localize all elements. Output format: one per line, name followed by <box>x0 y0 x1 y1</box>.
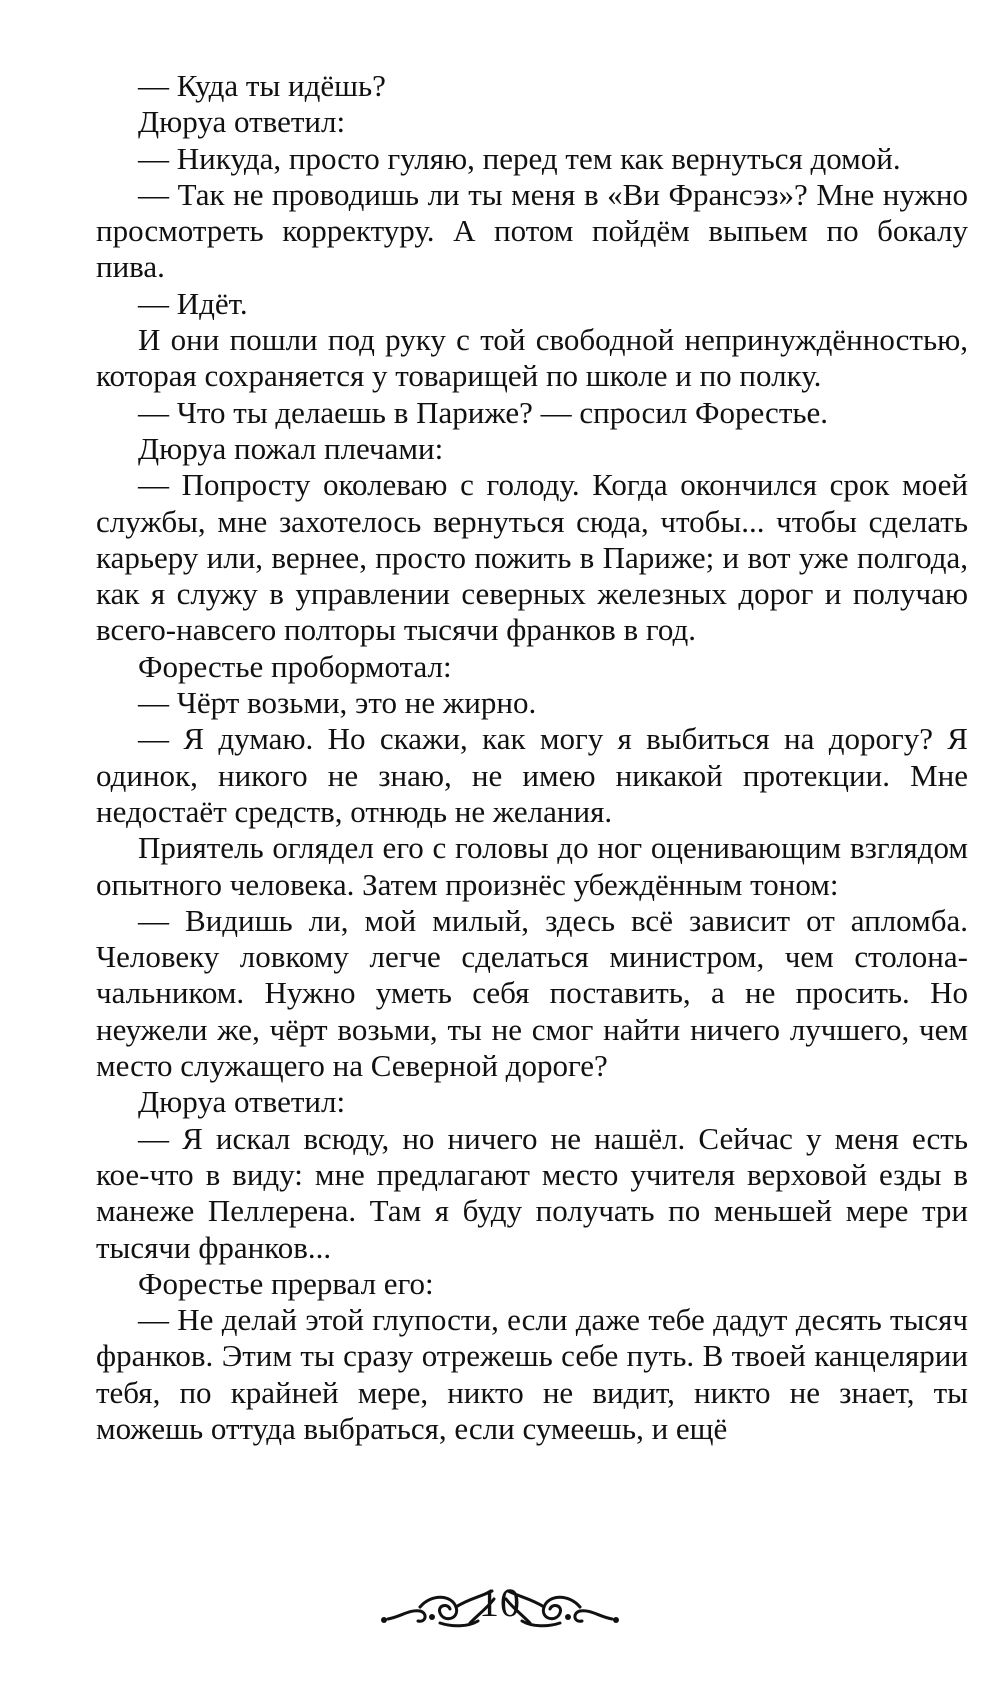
paragraph: — Попросту околеваю с голоду. Когда окончился срок моей службы, мне захотелось вернуться сюда, чтобы... чтобы сделать карьеру или, вернее, просто пожить в Париже; и вот уже полгода, как я служу в управлении северных железных дорог и получаю всего-навсего полторы тысячи франков в год. <box>96 467 968 648</box>
paragraph: Дюруа ответил: <box>138 104 346 140</box>
paragraph: — Я думаю. Но скажи, как могу я выбиться на дорогу? Я одинок, никого не знаю, не имею никакой протекции. Мне недостаёт средств, отнюдь не желания. <box>96 721 968 829</box>
paragraph: Форестье пробормотал: <box>138 648 452 684</box>
paragraph: — Что ты делаешь в Париже? — спросил Форестье. <box>138 394 829 430</box>
paragraph: — Так не проводишь ли ты меня в «Ви Франсэз»? Мне нужно просмотреть корректуру. А потом пойдём выпьем по бокалу пива. <box>96 176 968 285</box>
paragraph: — Чёрт возьми, это не жирно. <box>138 685 537 721</box>
paragraph: Форестье прервал его: <box>138 1265 434 1301</box>
page-text <box>96 68 968 1447</box>
paragraph: — Не делай этой глупости, если даже тебе дадут десять тысяч франков. Этим ты сразу отрежешь себе путь. В твоей канцелярии тебя, по крайней мере, никто не видит, никто не знает, ты можешь оттуда выбраться, если сумеешь, и ещё <box>96 1302 968 1446</box>
paragraph: Дюруа пожал плечами: <box>138 430 444 466</box>
paragraph: Приятель оглядел его с головы до ног оценивающим взглядом опытного человека. Затем произнёс убеждённым тоном: <box>96 830 968 902</box>
paragraph: И они пошли под руку с той свободной непринуждённостью, которая сохраняется у товарищей по школе и по полку. <box>96 322 968 394</box>
paragraph: — Видишь ли, мой милый, здесь всё зависит от апломба. Человеку ловкому легче сделаться министром, чем столоначальником. Нужно уметь себя поставить, а не просить. Но неужели же, чёрт возьми, ты не смог найти ничего лучшего, чем место служащего на Северной дороге? <box>96 902 968 1084</box>
paragraph: — Никуда, просто гуляю, перед тем как вернуться домой. <box>138 140 901 176</box>
paragraph: — Идёт. <box>138 285 248 321</box>
page-number: 10 <box>479 1580 521 1625</box>
page-footer <box>0 1577 1000 1637</box>
paragraph: — Куда ты идёшь? <box>138 68 386 103</box>
paragraph: — Я искал всюду, но ничего не нашёл. Сейчас у меня есть кое-что в виду: мне предлагают место учителя верховой езды в манеже Пеллерена. Там я буду получать по меньшей мере три тысячи франков... <box>96 1120 968 1265</box>
paragraph: Дюруа ответил: <box>138 1084 346 1120</box>
